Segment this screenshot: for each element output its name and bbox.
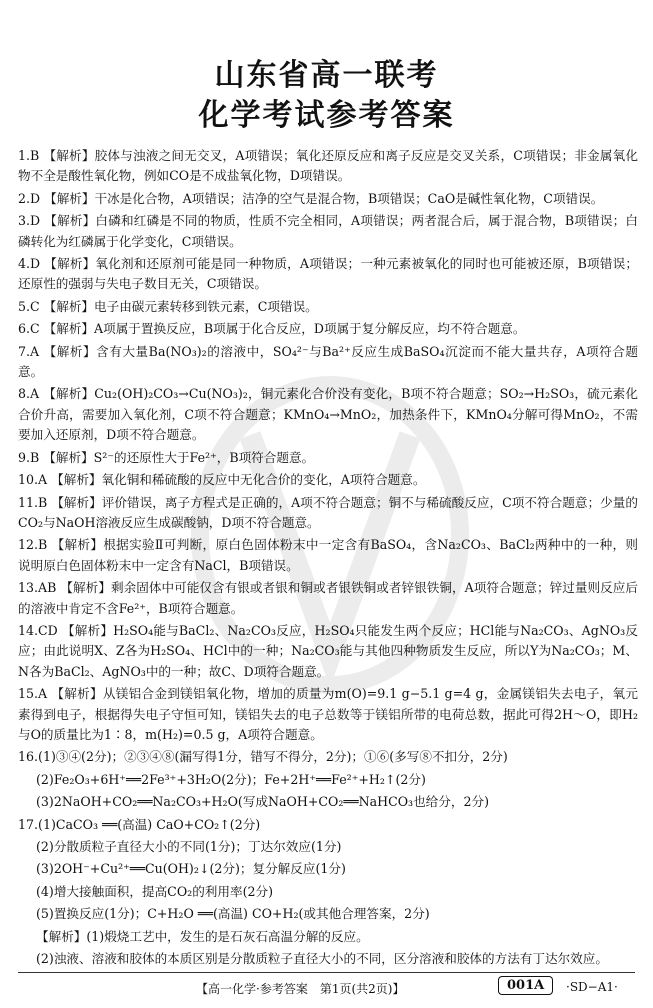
answer-item: 15.A 【解析】从镁铝合金到镁铝氧化物，增加的质量为m(O)=9.1 g−5.1 g=4 g，金属镁铝失去电子，氧元素得到电子，根据得失电子守恒可知，镁铝失去的电子总数等于镁铝所带的电荷总数，据此可得2H～O，即H₂与O的质量比为1∶8，m(H₂)=0.5 g，A项符合题意。 [18, 686, 638, 742]
q16-line: (3)2NaOH+CO₂══Na₂CO₃+H₂O(写成NaOH+CO₂══NaHCO₃也给分，2分) [36, 794, 489, 810]
answer-item: 13.AB 【解析】剩余固体中可能仅含有银或者银和铜或者银铁铜或者锌银铁铜，A项符合题意；锌过量则反应后的溶液中肯定不含Fe²⁺，B项符合题意。 [18, 580, 638, 616]
q17-line: (3)2OH⁻+Cu²⁺══Cu(OH)₂↓(2分)；复分解反应(1分) [36, 861, 346, 877]
answer-list [18, 146, 638, 971]
q17-line: (5)置换反应(1分)；C+H₂O ══(高温) CO+H₂(或其他合理答案，2分) [36, 906, 430, 922]
footer-code-badge: 001A [498, 976, 553, 995]
footer-text: 【高一化学·参考答案 第1页(共2页)】 [196, 982, 405, 996]
answer-item: 11.B 【解析】评价错误，离子方程式是正确的，A项不符合题意；铜不与稀硫酸反应，C项不符合题意；少量的CO₂与NaOH溶液反应生成碳酸钠，D项不符合题意。 [18, 494, 638, 530]
answer-item: 8.A 【解析】Cu₂(OH)₂CO₃→Cu(NO₃)₂，铜元素化合价没有变化，B项不符合题意；SO₂→H₂SO₃，硫元素化合价升高，需要加入氧化剂，C项不符合题意；KMnO₄→MnO₂，加热条件下，KMnO₄分解可得MnO₂，不需要加入还原剂，D项不符合题意。 [18, 386, 638, 443]
answer-item: 12.B 【解析】根据实验Ⅱ可判断，原白色固体粉末中一定含有BaSO₄，含Na₂CO₃、BaCl₂两种中的一种，则说明原白色固体粉末中一定含有NaCl，B项错误。 [18, 537, 638, 573]
answer-item: 14.CD 【解析】H₂SO₄能与BaCl₂、Na₂CO₃反应，H₂SO₄只能发生两个反应；HCl能与Na₂CO₃、AgNO₃反应；由此说明X、Z各为H₂SO₄、HCl中的一种；Na₂CO₃能与其他四种物质发生反应，所以Y为Na₂CO₃；M、N各为BaCl₂、AgNO₃中的一种；故C、D项符合题意。 [18, 622, 638, 679]
answer-item: 3.D 【解析】白磷和红磷是不同的物质，性质不完全相同，A项错误；两者混合后，属于混合物，B项错误；白磷转化为红磷属于化学变化，C项错误。 [18, 213, 638, 249]
q17-line: 17.(1)CaCO₃ ══(高温) CaO+CO₂↑(2分) [18, 816, 261, 832]
q16-line: (2)Fe₂O₃+6H⁺══2Fe³⁺+3H₂O(2分)；Fe+2H⁺══Fe²⁺+H₂↑(2分) [36, 771, 426, 787]
footer-divider [18, 972, 635, 973]
page-footer [0, 972, 653, 1000]
page-subtitle: 化学考试参考答案 [198, 98, 455, 133]
answer-item: 1.B 【解析】胶体与浊液之间无交叉，A项错误；氧化还原反应和离子反应是交叉关系，C项错误；非金属氧化物不全是酸性氧化物，例如CO是不成盐氧化物，D项错误。 [18, 148, 638, 184]
q17-line: (4)增大接触面积，提高CO₂的利用率(2分) [36, 883, 273, 899]
footer-tag: ·SD−A1· [566, 980, 618, 994]
answer-item: 9.B 【解析】S²⁻的还原性大于Fe²⁺，B项符合题意。 [18, 449, 315, 465]
page-title: 山东省高一联考 [214, 58, 439, 93]
answer-item: 6.C 【解析】A项属于置换反应，B项属于化合反应，D项属于复分解反应，均不符合题意。 [18, 321, 526, 337]
q16-line: 16.(1)③④(2分)；②③④⑧(漏写得1分，错写不得分，2分)；①⑥(多写⑧不扣分，2分) [18, 749, 508, 765]
answer-item: 5.C 【解析】电子由碳元素转移到铁元素，C项错误。 [18, 298, 318, 314]
q17-analysis: (2)浊液、溶液和胶体的本质区别是分散质粒子直径大小的不同，区分溶液和胶体的方法有丁达尔效应。 [36, 951, 608, 967]
answer-item: 10.A 【解析】氧化铜和稀硫酸的反应中无化合价的变化，A项符合题意。 [18, 472, 426, 488]
q17-line: (2)分散质粒子直径大小的不同(1分)；丁达尔效应(1分) [36, 839, 342, 854]
answer-item: 4.D 【解析】氧化剂和还原剂可能是同一种物质，A项错误；一种元素被氧化的同时也可能被还原，B项错误；还原性的强弱与失电子数目无关，C项错误。 [18, 256, 638, 292]
q17-analysis: 【解析】(1)煅烧工艺中，发生的是石灰石高温分解的反应。 [36, 928, 369, 944]
answer-item: 7.A 【解析】含有大量Ba(NO₃)₂的溶液中，SO₄²⁻与Ba²⁺反应生成BaSO₄沉淀而不能大量共存，A项符合题意。 [18, 343, 638, 380]
answer-item: 2.D 【解析】干冰是化合物，A项错误；洁净的空气是混合物，B项错误；CaO是碱性氧化物，C项错误。 [18, 190, 604, 206]
